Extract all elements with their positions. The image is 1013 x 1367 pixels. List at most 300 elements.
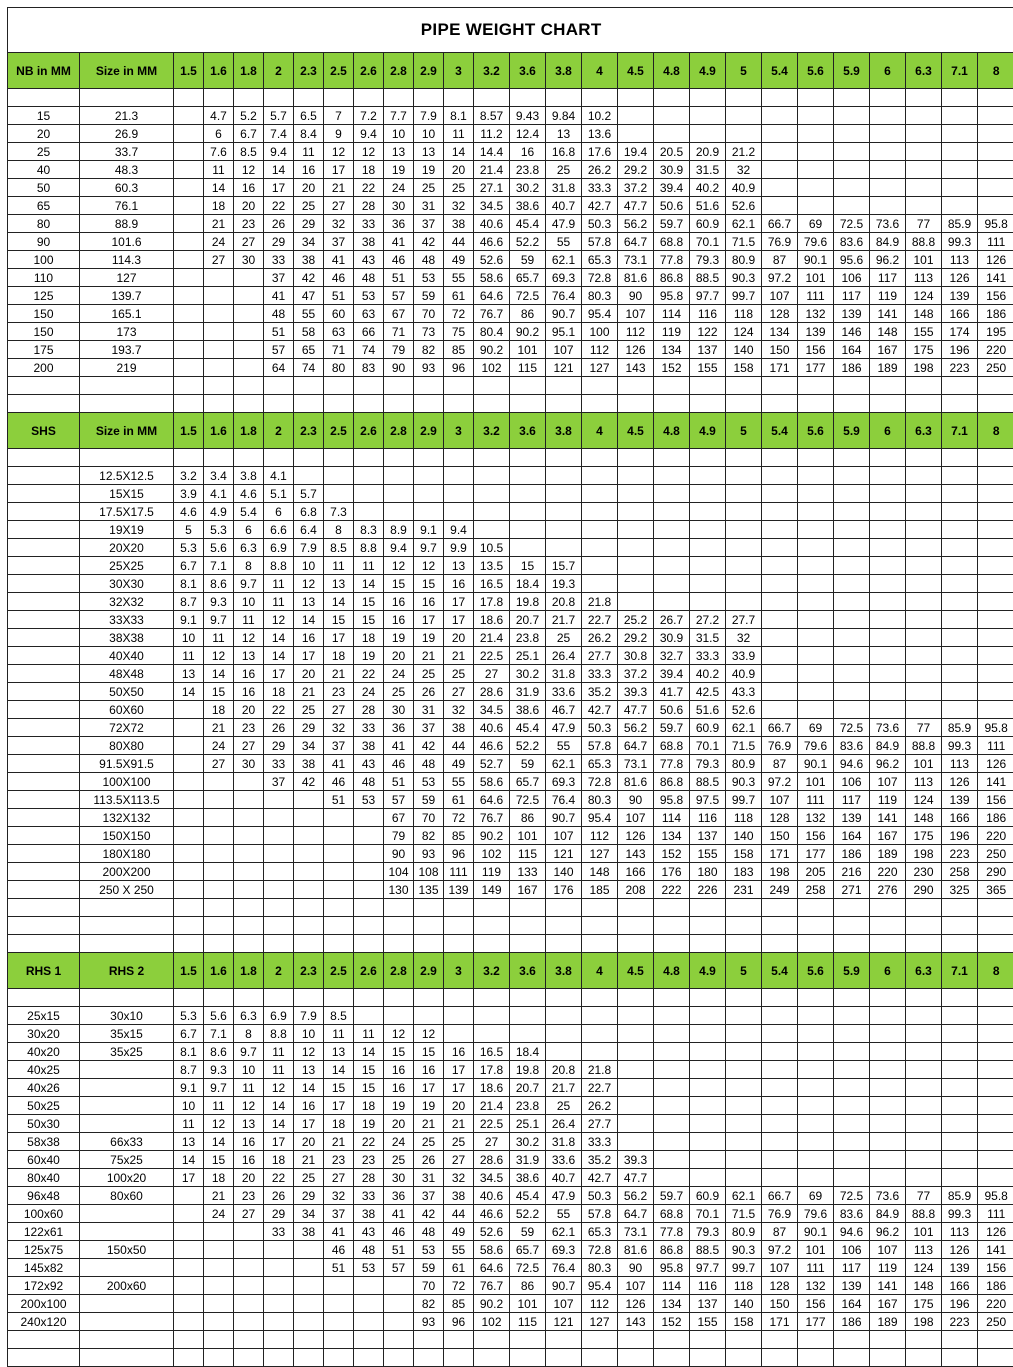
section-header-row (8, 413, 1013, 449)
thickness-header-cell: 3.6 (510, 953, 546, 989)
table-row (8, 701, 1013, 719)
thickness-header-cell: 3.8 (546, 53, 582, 89)
weight-cell: 70.1 (690, 737, 726, 755)
thickness-header-cell: 6 (870, 413, 906, 449)
thickness-header-cell: 4.9 (690, 53, 726, 89)
weight-cell: 11 (174, 647, 204, 665)
empty-cell (906, 89, 942, 107)
weight-cell: 80.4 (474, 323, 510, 341)
weight-cell (798, 1007, 834, 1025)
weight-cell (204, 827, 234, 845)
empty-cell (690, 917, 726, 935)
empty-cell (174, 935, 204, 953)
weight-cell (174, 1313, 204, 1331)
weight-cell (798, 611, 834, 629)
empty-cell (234, 1331, 264, 1349)
table-row (8, 125, 1013, 143)
empty-cell (942, 377, 978, 395)
weight-cell: 14 (264, 161, 294, 179)
weight-cell: 14 (294, 611, 324, 629)
weight-cell: 25.2 (618, 611, 654, 629)
weight-cell: 17.6 (582, 143, 618, 161)
weight-cell (726, 485, 762, 503)
weight-cell: 19 (384, 629, 414, 647)
weight-cell: 12 (354, 143, 384, 161)
thickness-header-cell: 8 (978, 413, 1013, 449)
weight-cell: 72 (444, 1277, 474, 1295)
weight-cell (690, 1097, 726, 1115)
weight-cell (906, 1043, 942, 1061)
weight-cell: 53 (354, 1259, 384, 1277)
weight-cell: 164 (834, 341, 870, 359)
empty-cell (8, 449, 80, 467)
weight-cell (978, 539, 1013, 557)
empty-cell (726, 395, 762, 413)
table-row (8, 1241, 1013, 1259)
weight-cell: 65 (294, 341, 324, 359)
weight-cell: 20 (294, 665, 324, 683)
weight-cell: 82 (414, 827, 444, 845)
weight-cell: 49 (444, 251, 474, 269)
weight-cell: 148 (906, 305, 942, 323)
weight-cell: 186 (834, 845, 870, 863)
size-cell: 193.7 (80, 341, 174, 359)
weight-cell: 47.7 (618, 1169, 654, 1187)
weight-cell: 42 (414, 233, 444, 251)
weight-cell (234, 791, 264, 809)
weight-cell: 8.5 (324, 1007, 354, 1025)
weight-cell: 37 (324, 233, 354, 251)
weight-cell (906, 1025, 942, 1043)
weight-cell: 85.9 (942, 215, 978, 233)
empty-cell (474, 989, 510, 1007)
weight-cell: 8.7 (174, 593, 204, 611)
size-cell (80, 1079, 174, 1097)
weight-cell: 39.4 (654, 665, 690, 683)
weight-cell: 27 (474, 1133, 510, 1151)
thickness-header-cell: 5.4 (762, 413, 798, 449)
weight-cell: 62.1 (546, 755, 582, 773)
weight-cell: 70 (414, 305, 444, 323)
weight-cell: 119 (870, 1259, 906, 1277)
weight-cell (582, 557, 618, 575)
weight-cell: 7.4 (264, 125, 294, 143)
weight-cell: 132 (798, 809, 834, 827)
weight-cell: 25 (444, 665, 474, 683)
weight-cell: 134 (654, 827, 690, 845)
empty-cell (978, 989, 1013, 1007)
weight-cell: 95.8 (654, 287, 690, 305)
weight-cell (906, 629, 942, 647)
weight-cell: 6.8 (294, 503, 324, 521)
size-cell: 60.3 (80, 179, 174, 197)
empty-cell (204, 395, 234, 413)
weight-cell: 171 (762, 845, 798, 863)
weight-cell: 132 (798, 305, 834, 323)
weight-cell: 8.8 (264, 557, 294, 575)
weight-cell: 70.1 (690, 1205, 726, 1223)
row-label-cell: 150 (8, 305, 80, 323)
weight-cell: 69.3 (546, 773, 582, 791)
empty-cell (354, 1349, 384, 1367)
weight-cell (906, 125, 942, 143)
weight-cell: 19 (414, 629, 444, 647)
empty-cell (264, 449, 294, 467)
weight-cell: 128 (762, 809, 798, 827)
weight-cell (582, 1025, 618, 1043)
weight-cell (834, 197, 870, 215)
empty-cell (80, 1349, 174, 1367)
weight-cell (834, 593, 870, 611)
weight-cell: 77.8 (654, 251, 690, 269)
weight-cell: 55 (546, 737, 582, 755)
weight-cell: 38.6 (510, 197, 546, 215)
weight-cell: 12 (234, 161, 264, 179)
weight-cell: 101 (798, 269, 834, 287)
row-label-cell: 125x75 (8, 1241, 80, 1259)
weight-cell: 64.7 (618, 737, 654, 755)
weight-cell: 72.5 (834, 719, 870, 737)
weight-cell (870, 647, 906, 665)
weight-cell (870, 521, 906, 539)
weight-cell: 101 (798, 773, 834, 791)
weight-cell: 31.5 (690, 629, 726, 647)
size-cell: 200x60 (80, 1277, 174, 1295)
weight-cell: 90.3 (726, 773, 762, 791)
size-cell: 30x10 (80, 1007, 174, 1025)
weight-cell: 9.1 (174, 1079, 204, 1097)
weight-cell: 30.9 (654, 161, 690, 179)
weight-cell: 59.7 (654, 1187, 690, 1205)
weight-cell: 4.6 (174, 503, 204, 521)
weight-cell: 17 (324, 1097, 354, 1115)
empty-cell (798, 989, 834, 1007)
weight-cell: 84.9 (870, 737, 906, 755)
empty-cell (8, 899, 80, 917)
weight-cell (870, 1061, 906, 1079)
weight-cell: 11 (264, 575, 294, 593)
size-cell: 30X30 (80, 575, 174, 593)
empty-cell (384, 89, 414, 107)
weight-cell (174, 359, 204, 377)
weight-cell: 6.7 (174, 1025, 204, 1043)
weight-cell (726, 1115, 762, 1133)
weight-cell: 13.5 (474, 557, 510, 575)
weight-cell: 107 (618, 809, 654, 827)
weight-cell (654, 575, 690, 593)
weight-cell (978, 683, 1013, 701)
empty-cell (474, 377, 510, 395)
weight-cell: 7.9 (294, 1007, 324, 1025)
weight-cell (834, 1133, 870, 1151)
weight-cell: 56.2 (618, 719, 654, 737)
weight-cell: 9.1 (174, 611, 204, 629)
weight-cell: 22.7 (582, 1079, 618, 1097)
table-row (8, 791, 1013, 809)
thickness-header-cell: 1.6 (204, 413, 234, 449)
weight-cell (906, 575, 942, 593)
table-row (8, 1187, 1013, 1205)
weight-cell (174, 143, 204, 161)
thickness-header-cell: 5.6 (798, 953, 834, 989)
row-label-cell (8, 827, 80, 845)
weight-cell: 12 (204, 647, 234, 665)
weight-cell: 17.8 (474, 1061, 510, 1079)
weight-cell: 122 (690, 323, 726, 341)
weight-cell (384, 1007, 414, 1025)
size-cell: 200X200 (80, 863, 174, 881)
row-label-cell: 40x25 (8, 1061, 80, 1079)
empty-cell (354, 935, 384, 953)
weight-cell: 7.7 (384, 107, 414, 125)
weight-cell: 9.4 (384, 539, 414, 557)
row-label-cell: 110 (8, 269, 80, 287)
weight-cell: 290 (978, 863, 1013, 881)
weight-cell (762, 629, 798, 647)
empty-cell (264, 899, 294, 917)
weight-cell: 52.7 (474, 755, 510, 773)
weight-cell: 72 (444, 305, 474, 323)
empty-cell (546, 449, 582, 467)
weight-cell: 41.7 (654, 683, 690, 701)
weight-cell: 48 (414, 1223, 444, 1241)
weight-cell: 42.7 (582, 197, 618, 215)
weight-cell (204, 791, 234, 809)
empty-cell (762, 935, 798, 953)
weight-cell: 5.6 (204, 539, 234, 557)
empty-cell (414, 449, 444, 467)
thickness-header-cell: 3 (444, 953, 474, 989)
weight-cell (906, 647, 942, 665)
weight-cell (906, 143, 942, 161)
weight-cell (204, 881, 234, 899)
weight-cell: 33 (354, 215, 384, 233)
weight-cell: 6.7 (234, 125, 264, 143)
empty-cell (546, 1349, 582, 1367)
weight-cell (834, 575, 870, 593)
weight-cell: 76.7 (474, 1277, 510, 1295)
weight-cell (384, 1277, 414, 1295)
row-label-cell (8, 809, 80, 827)
weight-cell (978, 107, 1013, 125)
weight-cell (174, 1295, 204, 1313)
empty-cell (582, 377, 618, 395)
weight-cell: 34.5 (474, 197, 510, 215)
weight-cell (834, 683, 870, 701)
weight-cell: 35.2 (582, 683, 618, 701)
empty-cell (798, 449, 834, 467)
row-label-cell (8, 485, 80, 503)
weight-cell: 156 (978, 1259, 1013, 1277)
empty-cell (354, 899, 384, 917)
weight-cell: 43.3 (726, 683, 762, 701)
weight-cell: 21 (294, 683, 324, 701)
weight-cell (762, 575, 798, 593)
table-row (8, 737, 1013, 755)
weight-cell: 12 (264, 1079, 294, 1097)
empty-cell (80, 395, 174, 413)
thickness-header-cell: 5.4 (762, 953, 798, 989)
thickness-header-cell: 2.3 (294, 53, 324, 89)
weight-cell: 69 (798, 215, 834, 233)
row-label-cell: 150 (8, 323, 80, 341)
weight-cell: 5.4 (234, 503, 264, 521)
table-row (8, 1259, 1013, 1277)
weight-cell (870, 1133, 906, 1151)
weight-cell (204, 1241, 234, 1259)
section-header-row (8, 53, 1013, 89)
thickness-header-cell: 4 (582, 953, 618, 989)
empty-cell (324, 1349, 354, 1367)
weight-cell: 62.1 (726, 719, 762, 737)
weight-cell (582, 575, 618, 593)
row-label-cell: 90 (8, 233, 80, 251)
weight-cell (942, 485, 978, 503)
weight-cell: 52.6 (474, 1223, 510, 1241)
weight-cell: 21 (324, 179, 354, 197)
weight-cell (870, 125, 906, 143)
weight-cell: 111 (798, 791, 834, 809)
weight-cell: 14 (294, 1079, 324, 1097)
weight-cell: 124 (906, 1259, 942, 1277)
weight-cell: 29 (264, 233, 294, 251)
weight-cell: 42.7 (582, 701, 618, 719)
weight-cell (726, 539, 762, 557)
empty-cell (264, 89, 294, 107)
weight-cell (204, 1277, 234, 1295)
weight-cell: 25 (414, 179, 444, 197)
empty-cell (234, 899, 264, 917)
weight-cell (978, 665, 1013, 683)
weight-cell: 90.7 (546, 305, 582, 323)
weight-cell: 114 (654, 1277, 690, 1295)
weight-cell (762, 647, 798, 665)
empty-cell (80, 935, 174, 953)
size-cell: 48X48 (80, 665, 174, 683)
weight-cell: 198 (906, 359, 942, 377)
weight-cell: 32 (444, 197, 474, 215)
weight-cell: 177 (798, 359, 834, 377)
thickness-header-cell: 1.5 (174, 413, 204, 449)
weight-cell (690, 1133, 726, 1151)
weight-cell: 117 (834, 791, 870, 809)
weight-cell: 72.5 (510, 1259, 546, 1277)
weight-cell: 58.6 (474, 1241, 510, 1259)
weight-cell: 37 (414, 1187, 444, 1205)
empty-cell (798, 1349, 834, 1367)
weight-cell (234, 305, 264, 323)
empty-cell (798, 1331, 834, 1349)
weight-cell: 8.3 (354, 521, 384, 539)
weight-cell: 77 (906, 1187, 942, 1205)
weight-cell: 99.3 (942, 233, 978, 251)
weight-cell: 59 (414, 791, 444, 809)
weight-cell (978, 521, 1013, 539)
thickness-header-cell: 3.2 (474, 953, 510, 989)
weight-cell (978, 467, 1013, 485)
size-cell: 165.1 (80, 305, 174, 323)
weight-cell (942, 1079, 978, 1097)
weight-cell (762, 161, 798, 179)
size-cell: 72X72 (80, 719, 174, 737)
size-cell: 80x60 (80, 1187, 174, 1205)
weight-cell: 143 (618, 1313, 654, 1331)
weight-cell: 50.3 (582, 1187, 618, 1205)
table-row (8, 755, 1013, 773)
empty-cell (174, 1331, 204, 1349)
weight-cell (546, 1025, 582, 1043)
weight-cell (354, 827, 384, 845)
table-row (8, 1277, 1013, 1295)
header-cell: RHS 1 (8, 953, 80, 989)
empty-cell (978, 917, 1013, 935)
weight-cell (444, 467, 474, 485)
weight-cell: 28 (354, 197, 384, 215)
weight-cell (264, 1241, 294, 1259)
weight-cell: 118 (726, 809, 762, 827)
weight-cell (546, 521, 582, 539)
weight-cell (204, 1223, 234, 1241)
weight-cell (834, 1115, 870, 1133)
empty-cell (690, 89, 726, 107)
weight-cell (510, 503, 546, 521)
weight-cell: 31.9 (510, 1151, 546, 1169)
empty-cell (654, 1331, 690, 1349)
weight-cell: 156 (798, 1295, 834, 1313)
weight-cell: 79.6 (798, 233, 834, 251)
weight-cell: 5.2 (234, 107, 264, 125)
weight-cell (978, 1115, 1013, 1133)
weight-cell (906, 179, 942, 197)
weight-cell: 7 (324, 107, 354, 125)
empty-cell (414, 899, 444, 917)
weight-cell: 88.5 (690, 1241, 726, 1259)
row-label-cell: 100x60 (8, 1205, 80, 1223)
weight-cell: 139 (444, 881, 474, 899)
weight-cell: 132 (798, 1277, 834, 1295)
empty-cell (384, 449, 414, 467)
weight-cell: 79.3 (690, 251, 726, 269)
weight-cell: 59.7 (654, 719, 690, 737)
weight-cell (204, 1313, 234, 1331)
weight-cell: 95.4 (582, 1277, 618, 1295)
row-label-cell: 122x61 (8, 1223, 80, 1241)
weight-cell: 86 (510, 1277, 546, 1295)
weight-cell: 52.6 (726, 197, 762, 215)
weight-cell: 8.8 (264, 1025, 294, 1043)
empty-cell (762, 395, 798, 413)
weight-cell: 29.2 (618, 161, 654, 179)
weight-cell (906, 107, 942, 125)
weight-cell (264, 1313, 294, 1331)
weight-cell: 79 (384, 341, 414, 359)
weight-cell: 11 (264, 1043, 294, 1061)
weight-cell: 113 (906, 1241, 942, 1259)
weight-cell: 7.9 (414, 107, 444, 125)
weight-cell: 76.7 (474, 305, 510, 323)
weight-cell: 46.6 (474, 1205, 510, 1223)
empty-cell (870, 377, 906, 395)
weight-cell: 83.6 (834, 233, 870, 251)
thickness-header-cell: 2.9 (414, 953, 444, 989)
empty-cell (234, 395, 264, 413)
weight-cell: 101 (510, 1295, 546, 1313)
weight-cell: 17.8 (474, 593, 510, 611)
weight-cell: 18.4 (510, 575, 546, 593)
weight-cell (834, 521, 870, 539)
weight-cell: 16 (234, 683, 264, 701)
size-cell (80, 1205, 174, 1223)
